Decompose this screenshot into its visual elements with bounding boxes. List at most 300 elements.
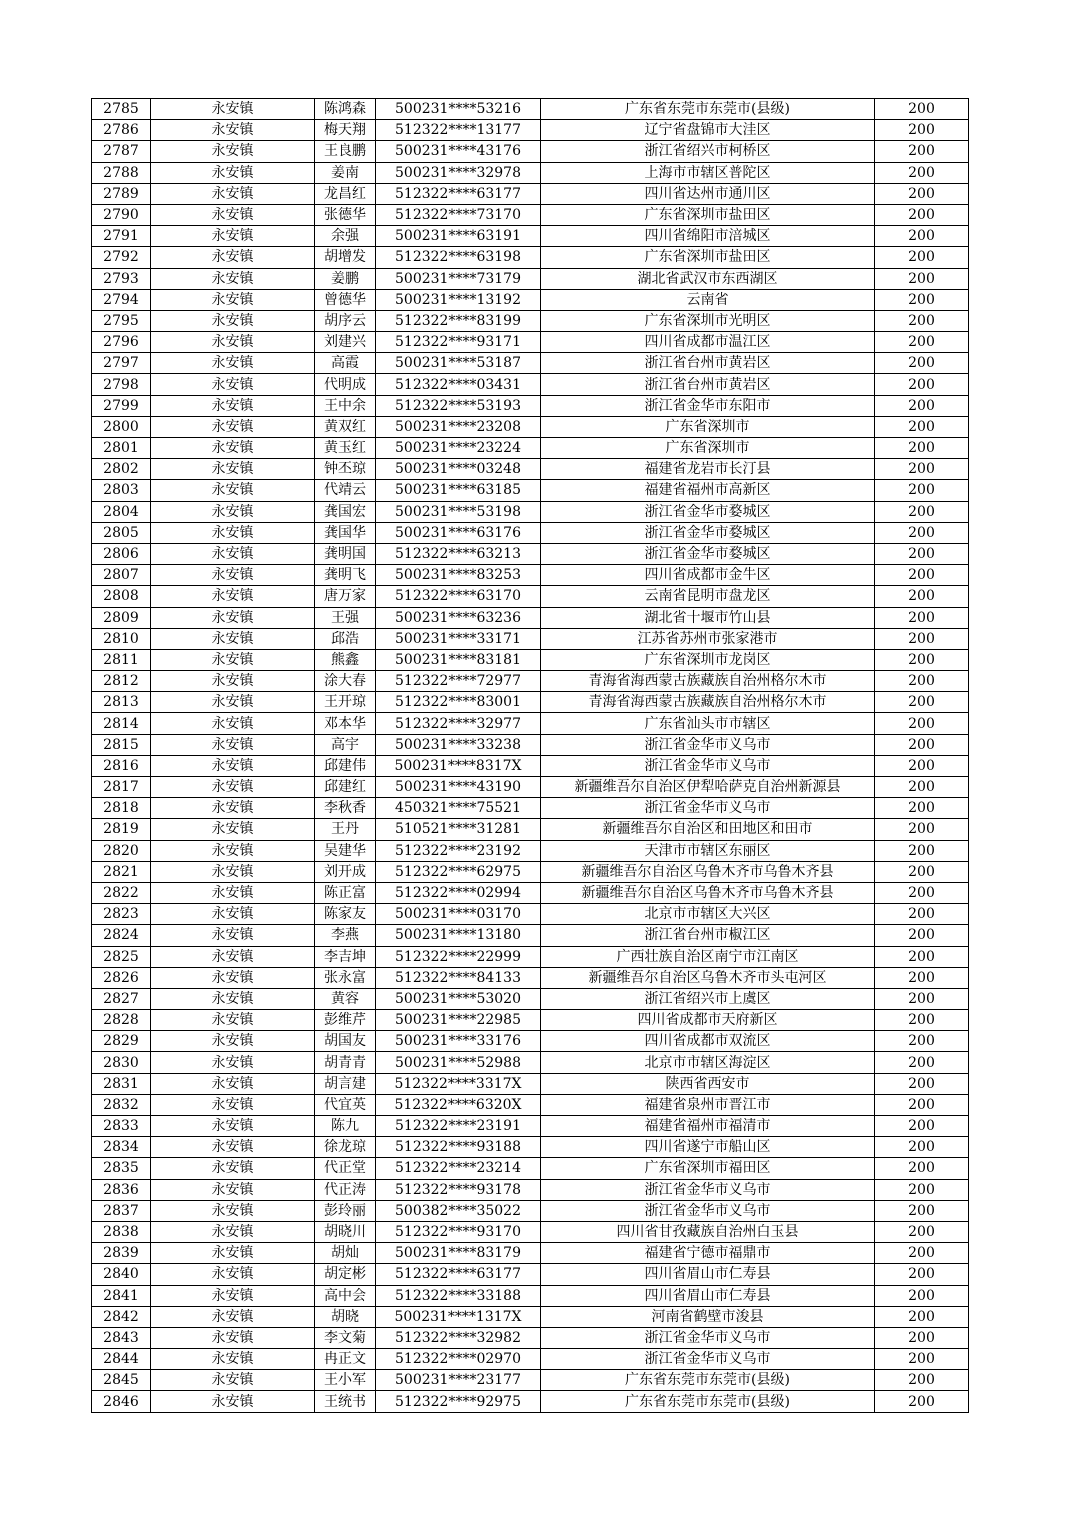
address-cell: 浙江省绍兴市上虞区 — [541, 988, 875, 1009]
address-cell: 河南省鹤壁市浚县 — [541, 1306, 875, 1327]
address-cell: 广东省深圳市福田区 — [541, 1158, 875, 1179]
table-row — [92, 120, 969, 141]
table-row — [92, 395, 969, 416]
name-cell: 代明成 — [315, 374, 376, 395]
address-cell: 浙江省金华市义乌市 — [541, 1200, 875, 1221]
amount-cell: 200 — [875, 310, 969, 331]
address-cell: 江苏省苏州市张家港市 — [541, 628, 875, 649]
address-cell: 青海省海西蒙古族藏族自治州格尔木市 — [541, 692, 875, 713]
id-number-cell: 512322****63177 — [376, 183, 541, 204]
amount-cell: 200 — [875, 501, 969, 522]
id-number-cell: 500231****83253 — [376, 565, 541, 586]
amount-cell: 200 — [875, 1243, 969, 1264]
address-cell: 广东省东莞市东莞市(县级) — [541, 1391, 875, 1412]
address-cell: 广东省汕头市市辖区 — [541, 713, 875, 734]
row-number-cell: 2830 — [92, 1052, 151, 1073]
row-number-cell: 2842 — [92, 1306, 151, 1327]
id-number-cell: 500231****43190 — [376, 777, 541, 798]
table-row — [92, 565, 969, 586]
row-number-cell: 2796 — [92, 332, 151, 353]
row-number-cell: 2809 — [92, 607, 151, 628]
town-cell: 永安镇 — [151, 967, 315, 988]
amount-cell: 200 — [875, 777, 969, 798]
town-cell: 永安镇 — [151, 988, 315, 1009]
amount-cell: 200 — [875, 882, 969, 903]
table-row — [92, 649, 969, 670]
address-cell: 浙江省金华市东阳市 — [541, 395, 875, 416]
amount-cell: 200 — [875, 840, 969, 861]
address-cell: 广东省深圳市盐田区 — [541, 247, 875, 268]
address-cell: 四川省遂宁市船山区 — [541, 1137, 875, 1158]
table-row — [92, 1221, 969, 1242]
address-cell: 新疆维吾尔自治区乌鲁木齐市头屯河区 — [541, 967, 875, 988]
id-number-cell: 512322****93188 — [376, 1137, 541, 1158]
id-number-cell: 512322****53193 — [376, 395, 541, 416]
amount-cell: 200 — [875, 162, 969, 183]
id-number-cell: 512322****23191 — [376, 1116, 541, 1137]
town-cell: 永安镇 — [151, 1094, 315, 1115]
id-number-cell: 512322****83001 — [376, 692, 541, 713]
amount-cell: 200 — [875, 1349, 969, 1370]
row-number-cell: 2834 — [92, 1137, 151, 1158]
row-number-cell: 2837 — [92, 1200, 151, 1221]
address-cell: 新疆维吾尔自治区和田地区和田市 — [541, 819, 875, 840]
row-number-cell: 2799 — [92, 395, 151, 416]
row-number-cell: 2803 — [92, 480, 151, 501]
town-cell: 永安镇 — [151, 374, 315, 395]
row-number-cell: 2795 — [92, 310, 151, 331]
address-cell: 浙江省金华市义乌市 — [541, 1327, 875, 1348]
name-cell: 王强 — [315, 607, 376, 628]
name-cell: 高霞 — [315, 353, 376, 374]
name-cell: 张永富 — [315, 967, 376, 988]
name-cell: 梅天翔 — [315, 120, 376, 141]
address-cell: 湖北省十堰市竹山县 — [541, 607, 875, 628]
row-number-cell: 2819 — [92, 819, 151, 840]
town-cell: 永安镇 — [151, 777, 315, 798]
id-number-cell: 512322****92975 — [376, 1391, 541, 1412]
amount-cell: 200 — [875, 988, 969, 1009]
town-cell: 永安镇 — [151, 734, 315, 755]
table-row — [92, 501, 969, 522]
name-cell: 李秋香 — [315, 798, 376, 819]
id-number-cell: 500231****63176 — [376, 522, 541, 543]
town-cell: 永安镇 — [151, 1010, 315, 1031]
row-number-cell: 2801 — [92, 438, 151, 459]
row-number-cell: 2836 — [92, 1179, 151, 1200]
table-row — [92, 183, 969, 204]
id-number-cell: 500231****83179 — [376, 1243, 541, 1264]
row-number-cell: 2841 — [92, 1285, 151, 1306]
address-cell: 浙江省金华市义乌市 — [541, 1179, 875, 1200]
address-cell: 浙江省金华市义乌市 — [541, 734, 875, 755]
amount-cell: 200 — [875, 141, 969, 162]
table-row — [92, 882, 969, 903]
address-cell: 浙江省金华市婺城区 — [541, 522, 875, 543]
id-number-cell: 512322****02994 — [376, 882, 541, 903]
address-cell: 福建省泉州市晋江市 — [541, 1094, 875, 1115]
address-cell: 四川省成都市温江区 — [541, 332, 875, 353]
address-cell: 广东省东莞市东莞市(县级) — [541, 1370, 875, 1391]
address-cell: 四川省眉山市仁寿县 — [541, 1285, 875, 1306]
town-cell: 永安镇 — [151, 649, 315, 670]
town-cell: 永安镇 — [151, 120, 315, 141]
town-cell: 永安镇 — [151, 480, 315, 501]
name-cell: 李文菊 — [315, 1327, 376, 1348]
amount-cell: 200 — [875, 247, 969, 268]
row-number-cell: 2808 — [92, 586, 151, 607]
amount-cell: 200 — [875, 416, 969, 437]
town-cell: 永安镇 — [151, 522, 315, 543]
row-number-cell: 2821 — [92, 861, 151, 882]
address-cell: 新疆维吾尔自治区乌鲁木齐市乌鲁木齐县 — [541, 861, 875, 882]
address-cell: 浙江省台州市椒江区 — [541, 925, 875, 946]
town-cell: 永安镇 — [151, 1158, 315, 1179]
row-number-cell: 2785 — [92, 99, 151, 120]
id-number-cell: 500231****63185 — [376, 480, 541, 501]
amount-cell: 200 — [875, 1031, 969, 1052]
table-row — [92, 374, 969, 395]
amount-cell: 200 — [875, 1010, 969, 1031]
amount-cell: 200 — [875, 204, 969, 225]
table-row — [92, 459, 969, 480]
town-cell: 永安镇 — [151, 1349, 315, 1370]
row-number-cell: 2814 — [92, 713, 151, 734]
name-cell: 代靖云 — [315, 480, 376, 501]
id-number-cell: 512322****93170 — [376, 1221, 541, 1242]
amount-cell: 200 — [875, 1200, 969, 1221]
name-cell: 吴建华 — [315, 840, 376, 861]
table-row — [92, 1285, 969, 1306]
town-cell: 永安镇 — [151, 1052, 315, 1073]
amount-cell: 200 — [875, 565, 969, 586]
table-row — [92, 522, 969, 543]
row-number-cell: 2838 — [92, 1221, 151, 1242]
address-cell: 四川省眉山市仁寿县 — [541, 1264, 875, 1285]
table-row — [92, 162, 969, 183]
row-number-cell: 2805 — [92, 522, 151, 543]
address-cell: 四川省成都市金牛区 — [541, 565, 875, 586]
name-cell: 胡增发 — [315, 247, 376, 268]
id-number-cell: 512322****13177 — [376, 120, 541, 141]
row-number-cell: 2824 — [92, 925, 151, 946]
amount-cell: 200 — [875, 692, 969, 713]
row-number-cell: 2839 — [92, 1243, 151, 1264]
amount-cell: 200 — [875, 819, 969, 840]
name-cell: 涂大春 — [315, 671, 376, 692]
row-number-cell: 2807 — [92, 565, 151, 586]
name-cell: 高中会 — [315, 1285, 376, 1306]
address-cell: 天津市市辖区东丽区 — [541, 840, 875, 861]
table-row — [92, 1031, 969, 1052]
id-number-cell: 512322****73170 — [376, 204, 541, 225]
town-cell: 永安镇 — [151, 607, 315, 628]
id-number-cell: 500231****53216 — [376, 99, 541, 120]
address-cell: 上海市市辖区普陀区 — [541, 162, 875, 183]
amount-cell: 200 — [875, 946, 969, 967]
address-cell: 青海省海西蒙古族藏族自治州格尔木市 — [541, 671, 875, 692]
town-cell: 永安镇 — [151, 628, 315, 649]
amount-cell: 200 — [875, 289, 969, 310]
id-number-cell: 500231****13192 — [376, 289, 541, 310]
name-cell: 王良鹏 — [315, 141, 376, 162]
town-cell: 永安镇 — [151, 501, 315, 522]
table-row — [92, 777, 969, 798]
address-cell: 云南省昆明市盘龙区 — [541, 586, 875, 607]
amount-cell: 200 — [875, 332, 969, 353]
address-cell: 广东省深圳市 — [541, 438, 875, 459]
name-cell: 彭玲丽 — [315, 1200, 376, 1221]
table-row — [92, 353, 969, 374]
name-cell: 陈家友 — [315, 904, 376, 925]
id-number-cell: 512322****84133 — [376, 967, 541, 988]
name-cell: 冉正文 — [315, 1349, 376, 1370]
name-cell: 王中余 — [315, 395, 376, 416]
row-number-cell: 2845 — [92, 1370, 151, 1391]
amount-cell: 200 — [875, 353, 969, 374]
name-cell: 王丹 — [315, 819, 376, 840]
name-cell: 龚明国 — [315, 543, 376, 564]
amount-cell: 200 — [875, 543, 969, 564]
town-cell: 永安镇 — [151, 353, 315, 374]
row-number-cell: 2843 — [92, 1327, 151, 1348]
amount-cell: 200 — [875, 1370, 969, 1391]
id-number-cell: 512322****32977 — [376, 713, 541, 734]
id-number-cell: 500231****22985 — [376, 1010, 541, 1031]
town-cell: 永安镇 — [151, 1031, 315, 1052]
table-row — [92, 840, 969, 861]
address-cell: 福建省福州市高新区 — [541, 480, 875, 501]
name-cell: 徐龙琼 — [315, 1137, 376, 1158]
table-row — [92, 1327, 969, 1348]
table-row — [92, 543, 969, 564]
town-cell: 永安镇 — [151, 332, 315, 353]
address-cell: 福建省宁德市福鼎市 — [541, 1243, 875, 1264]
amount-cell: 200 — [875, 1264, 969, 1285]
table-row — [92, 1370, 969, 1391]
address-cell: 辽宁省盘锦市大洼区 — [541, 120, 875, 141]
table-row — [92, 1200, 969, 1221]
id-number-cell: 500231****53187 — [376, 353, 541, 374]
row-number-cell: 2813 — [92, 692, 151, 713]
row-number-cell: 2823 — [92, 904, 151, 925]
table-row — [92, 416, 969, 437]
town-cell: 永安镇 — [151, 204, 315, 225]
id-number-cell: 512322****62975 — [376, 861, 541, 882]
id-number-cell: 512322****72977 — [376, 671, 541, 692]
table-row — [92, 1094, 969, 1115]
id-number-cell: 512322****63198 — [376, 247, 541, 268]
address-cell: 北京市市辖区大兴区 — [541, 904, 875, 925]
town-cell: 永安镇 — [151, 459, 315, 480]
name-cell: 代正涛 — [315, 1179, 376, 1200]
amount-cell: 200 — [875, 1327, 969, 1348]
town-cell: 永安镇 — [151, 1221, 315, 1242]
table-row — [92, 480, 969, 501]
town-cell: 永安镇 — [151, 882, 315, 903]
row-number-cell: 2827 — [92, 988, 151, 1009]
id-number-cell: 510521****31281 — [376, 819, 541, 840]
amount-cell: 200 — [875, 967, 969, 988]
name-cell: 胡定彬 — [315, 1264, 376, 1285]
row-number-cell: 2846 — [92, 1391, 151, 1412]
row-number-cell: 2787 — [92, 141, 151, 162]
address-cell: 陕西省西安市 — [541, 1073, 875, 1094]
address-cell: 广东省深圳市盐田区 — [541, 204, 875, 225]
table-row — [92, 586, 969, 607]
town-cell: 永安镇 — [151, 395, 315, 416]
amount-cell: 200 — [875, 649, 969, 670]
amount-cell: 200 — [875, 459, 969, 480]
address-cell: 广东省东莞市东莞市(县级) — [541, 99, 875, 120]
name-cell: 代宜英 — [315, 1094, 376, 1115]
amount-cell: 200 — [875, 1285, 969, 1306]
row-number-cell: 2816 — [92, 755, 151, 776]
amount-cell: 200 — [875, 861, 969, 882]
name-cell: 邱建红 — [315, 777, 376, 798]
town-cell: 永安镇 — [151, 840, 315, 861]
id-number-cell: 450321****75521 — [376, 798, 541, 819]
name-cell: 龙昌红 — [315, 183, 376, 204]
town-cell: 永安镇 — [151, 755, 315, 776]
amount-cell: 200 — [875, 183, 969, 204]
town-cell: 永安镇 — [151, 310, 315, 331]
town-cell: 永安镇 — [151, 1137, 315, 1158]
address-cell: 浙江省金华市婺城区 — [541, 501, 875, 522]
row-number-cell: 2786 — [92, 120, 151, 141]
amount-cell: 200 — [875, 734, 969, 755]
amount-cell: 200 — [875, 268, 969, 289]
amount-cell: 200 — [875, 1116, 969, 1137]
amount-cell: 200 — [875, 713, 969, 734]
address-cell: 广东省深圳市光明区 — [541, 310, 875, 331]
town-cell: 永安镇 — [151, 1391, 315, 1412]
town-cell: 永安镇 — [151, 1327, 315, 1348]
name-cell: 余强 — [315, 226, 376, 247]
name-cell: 姜南 — [315, 162, 376, 183]
name-cell: 胡晓 — [315, 1306, 376, 1327]
town-cell: 永安镇 — [151, 904, 315, 925]
address-cell: 新疆维吾尔自治区乌鲁木齐市乌鲁木齐县 — [541, 882, 875, 903]
id-number-cell: 500231****43176 — [376, 141, 541, 162]
table-body — [92, 99, 969, 1413]
table-row — [92, 925, 969, 946]
id-number-cell: 500231****33171 — [376, 628, 541, 649]
name-cell: 曾德华 — [315, 289, 376, 310]
address-cell: 浙江省金华市婺城区 — [541, 543, 875, 564]
row-number-cell: 2789 — [92, 183, 151, 204]
address-cell: 四川省达州市通川区 — [541, 183, 875, 204]
id-number-cell: 512322****63177 — [376, 1264, 541, 1285]
table-row — [92, 1391, 969, 1412]
name-cell: 胡灿 — [315, 1243, 376, 1264]
table-row — [92, 268, 969, 289]
row-number-cell: 2832 — [92, 1094, 151, 1115]
address-cell: 北京市市辖区海淀区 — [541, 1052, 875, 1073]
address-cell: 湖北省武汉市东西湖区 — [541, 268, 875, 289]
row-number-cell: 2802 — [92, 459, 151, 480]
row-number-cell: 2822 — [92, 882, 151, 903]
id-number-cell: 512322****02970 — [376, 1349, 541, 1370]
id-number-cell: 500231****23224 — [376, 438, 541, 459]
table-row — [92, 1116, 969, 1137]
table-row — [92, 141, 969, 162]
id-number-cell: 512322****83199 — [376, 310, 541, 331]
amount-cell: 200 — [875, 1052, 969, 1073]
id-number-cell: 512322****63213 — [376, 543, 541, 564]
row-number-cell: 2833 — [92, 1116, 151, 1137]
table-row — [92, 819, 969, 840]
id-number-cell: 512322****32982 — [376, 1327, 541, 1348]
town-cell: 永安镇 — [151, 586, 315, 607]
address-cell: 浙江省台州市黄岩区 — [541, 353, 875, 374]
town-cell: 永安镇 — [151, 692, 315, 713]
name-cell: 张德华 — [315, 204, 376, 225]
table-row — [92, 1010, 969, 1031]
table-row — [92, 904, 969, 925]
amount-cell: 200 — [875, 1158, 969, 1179]
town-cell: 永安镇 — [151, 416, 315, 437]
address-cell: 浙江省台州市黄岩区 — [541, 374, 875, 395]
town-cell: 永安镇 — [151, 1200, 315, 1221]
row-number-cell: 2815 — [92, 734, 151, 755]
amount-cell: 200 — [875, 99, 969, 120]
id-number-cell: 512322****6320X — [376, 1094, 541, 1115]
name-cell: 王小军 — [315, 1370, 376, 1391]
id-number-cell: 500231****1317X — [376, 1306, 541, 1327]
name-cell: 代正堂 — [315, 1158, 376, 1179]
amount-cell: 200 — [875, 1137, 969, 1158]
table-row — [92, 226, 969, 247]
row-number-cell: 2804 — [92, 501, 151, 522]
row-number-cell: 2798 — [92, 374, 151, 395]
table-row — [92, 628, 969, 649]
id-number-cell: 500231****33176 — [376, 1031, 541, 1052]
name-cell: 黄玉红 — [315, 438, 376, 459]
town-cell: 永安镇 — [151, 671, 315, 692]
name-cell: 陈鸿森 — [315, 99, 376, 120]
id-number-cell: 512322****33188 — [376, 1285, 541, 1306]
town-cell: 永安镇 — [151, 1285, 315, 1306]
row-number-cell: 2806 — [92, 543, 151, 564]
id-number-cell: 512322****63170 — [376, 586, 541, 607]
town-cell: 永安镇 — [151, 268, 315, 289]
row-number-cell: 2831 — [92, 1073, 151, 1094]
amount-cell: 200 — [875, 438, 969, 459]
table-row — [92, 713, 969, 734]
name-cell: 黄双红 — [315, 416, 376, 437]
name-cell: 高宇 — [315, 734, 376, 755]
town-cell: 永安镇 — [151, 1243, 315, 1264]
row-number-cell: 2791 — [92, 226, 151, 247]
town-cell: 永安镇 — [151, 1116, 315, 1137]
amount-cell: 200 — [875, 522, 969, 543]
town-cell: 永安镇 — [151, 925, 315, 946]
name-cell: 邱建伟 — [315, 755, 376, 776]
name-cell: 钟丕琼 — [315, 459, 376, 480]
address-cell: 四川省绵阳市涪城区 — [541, 226, 875, 247]
address-cell: 浙江省金华市义乌市 — [541, 1349, 875, 1370]
table-row — [92, 1349, 969, 1370]
table-row — [92, 967, 969, 988]
table-row — [92, 692, 969, 713]
row-number-cell: 2788 — [92, 162, 151, 183]
town-cell: 永安镇 — [151, 1264, 315, 1285]
name-cell: 刘开成 — [315, 861, 376, 882]
amount-cell: 200 — [875, 1391, 969, 1412]
town-cell: 永安镇 — [151, 565, 315, 586]
row-number-cell: 2812 — [92, 671, 151, 692]
